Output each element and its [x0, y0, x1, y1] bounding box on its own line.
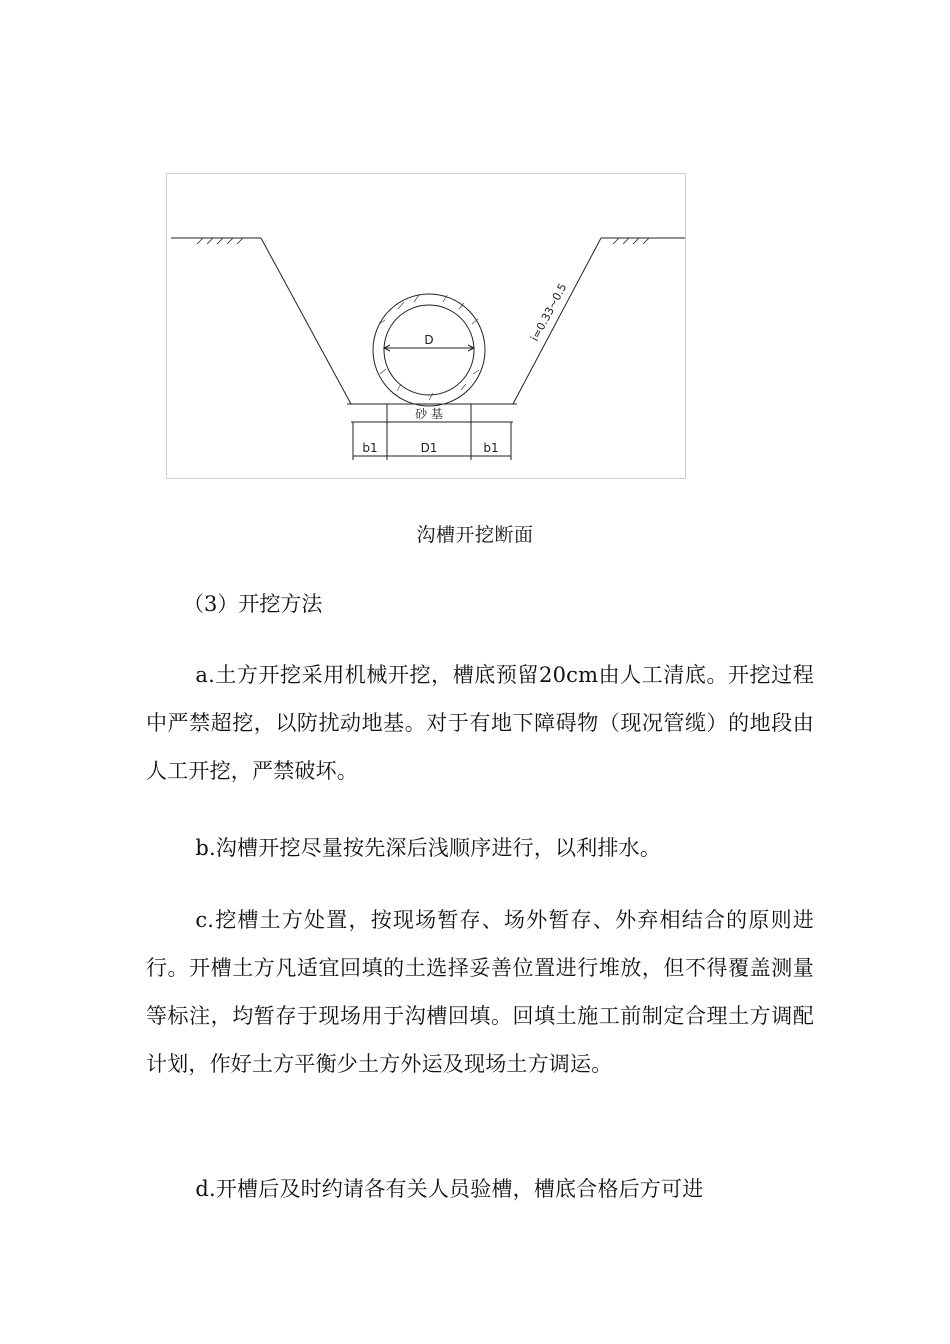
section-heading: （3）开挖方法: [183, 592, 323, 616]
pipe-diameter-label: D: [424, 333, 434, 347]
paragraph-d: d.开槽后及时约请各有关人员验槽，槽底合格后方可进: [195, 1177, 704, 1201]
trench-diagram: [167, 174, 687, 480]
b1-right-label: b1: [483, 441, 499, 455]
sand-base-label: 砂 基: [415, 407, 443, 421]
slope-ratio-label: i=0.33~0.5: [528, 281, 570, 344]
trench-cross-section-figure: [166, 173, 686, 479]
paragraph-c: c.挖槽土方处置，按现场暂存、场外暂存、外弃相结合的原则进行。开槽土方凡适宜回填的土选择妥善位置进行堆放，但不得覆盖测量等标注，均暂存于现场用于沟槽回填。回填土施工前制定合理土方调配计划，作好土方平衡少土方外运及现场土方调运。: [146, 908, 814, 1076]
soil-hatch-left: [197, 238, 243, 244]
d1-label: D1: [420, 441, 438, 455]
figure-caption: 沟槽开挖断面: [416, 524, 534, 546]
pipe-inner: [384, 305, 474, 395]
trench-wall-right: [513, 238, 601, 404]
paragraph-a: a.土方开挖采用机械开挖，槽底预留20cm由人工清底。开挖过程中严禁超挖，以防扰动地基。对于有地下障碍物（现况管缆）的地段由人工开挖，严禁破坏。: [146, 663, 814, 783]
soil-hatch-right: [613, 238, 649, 244]
pipe-outer: [373, 294, 485, 406]
b1-left-label: b1: [362, 441, 378, 455]
paragraph-b: b.沟槽开挖尽量按先深后浅顺序进行，以利排水。: [195, 836, 662, 860]
trench-wall-left: [261, 238, 351, 404]
